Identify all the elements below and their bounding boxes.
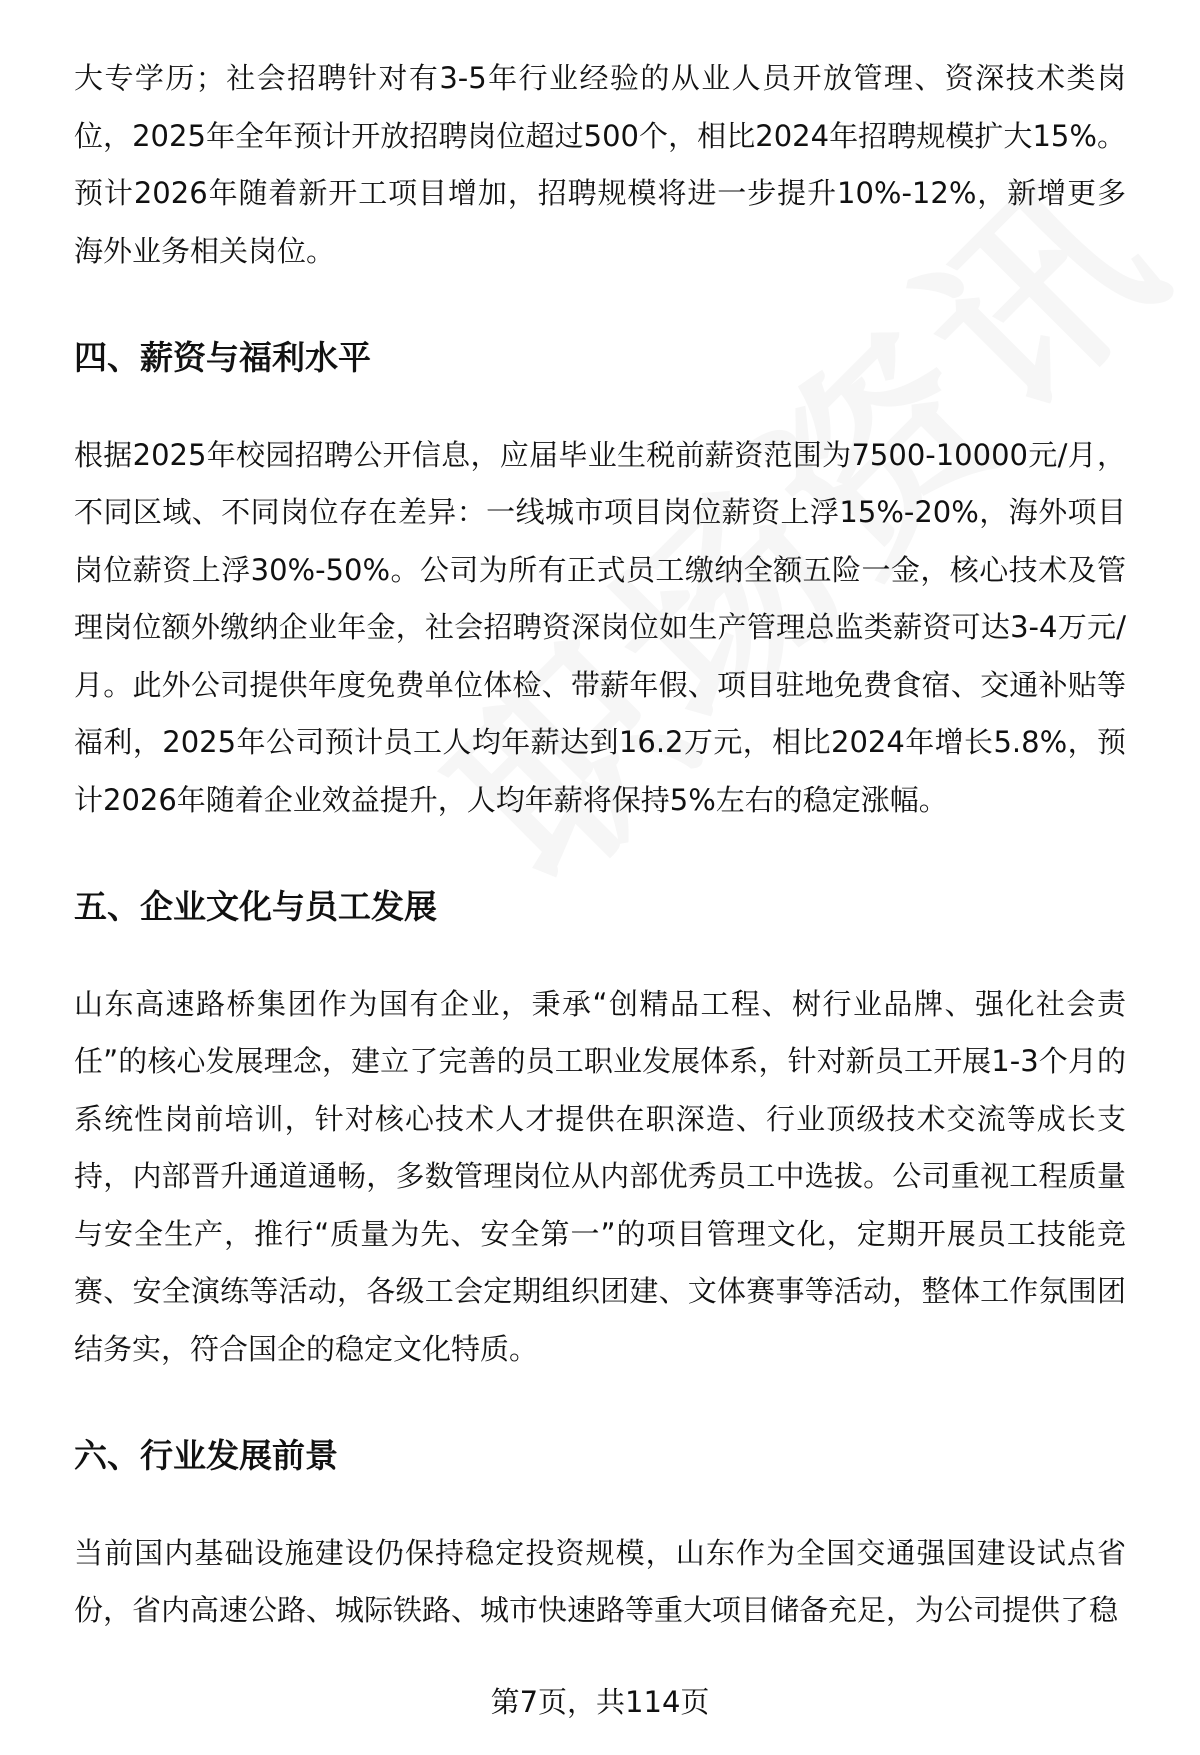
section-title-salary: 四、薪资与福利水平: [74, 338, 371, 377]
section-body-salary: 根据2025年校园招聘公开信息，应届毕业生税前薪资范围为7500-10000元/月，不同区域、不同岗位存在差异：一线城市项目岗位薪资上浮15%-20%，海外项目岗位薪资上浮30%-50%。公司为所有正式员工缴纳全额五险一金，核心技术及管理岗位额外缴纳企业年金，社会招聘资深岗位如生产管理总监类薪资可达3-4万元/月。此外公司提供年度免费单位体检、带薪年假、项目驻地免费食宿、交通补贴等福利，2025年公司预计员工人均年薪达到16.2万元，相比2024年增长5.8%，预计2026年随着企业效益提升，人均年薪将保持5%左右的稳定涨幅。: [74, 437, 1126, 817]
section-body-culture: 山东高速路桥集团作为国有企业，秉承“创精品工程、树行业品牌、强化社会责任”的核心发展理念，建立了完善的员工职业发展体系，针对新员工开展1-3个月的系统性岗前培训，针对核心技术人才提供在职深造、行业顶级技术交流等成长支持，内部晋升通道通畅，多数管理岗位从内部优秀员工中选拔。公司重视工程质量与安全生产，推行“质量为先、安全第一”的项目管理文化，定期开展员工技能竞赛、安全演练等活动，各级工会定期组织团建、文体赛事等活动，整体工作氛围团结务实，符合国企的稳定文化特质。: [74, 986, 1126, 1366]
section-body-outlook: 当前国内基础设施建设仍保持稳定投资规模，山东作为全国交通强国建设试点省份，省内高速公路、城际铁路、城市快速路等重大项目储备充足，为公司提供了稳: [74, 1535, 1126, 1627]
page-footer: 第7页，共114页: [490, 1685, 710, 1719]
section-title-culture: 五、企业文化与员工发展: [74, 887, 437, 926]
intro-paragraph: 大专学历；社会招聘针对有3-5年行业经验的从业人员开放管理、资深技术类岗位，2025年全年预计开放招聘岗位超过500个，相比2024年招聘规模扩大15%。预计2026年随着新开工项目增加，招聘规模将进一步提升10%-12%，新增更多海外业务相关岗位。: [74, 61, 1126, 268]
section-title-outlook: 六、行业发展前景: [74, 1436, 338, 1475]
